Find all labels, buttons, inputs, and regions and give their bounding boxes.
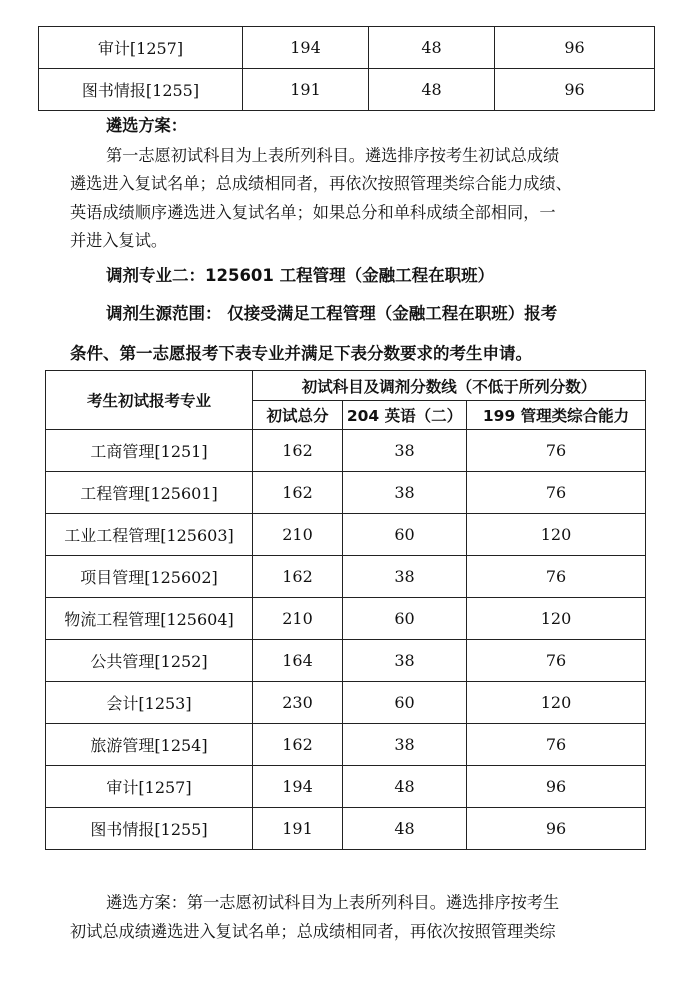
applicant-scope-line: 调剂生源范围： 仅接受满足工程管理（金融工程在职班）报考	[106, 304, 558, 323]
major-cell: 项目管理[125602]	[46, 556, 253, 598]
major-cell: 旅游管理[1254]	[46, 724, 253, 766]
adjustment-major-title: 调剂专业二：125601 工程管理（金融工程在职班）	[106, 266, 495, 285]
table-row	[46, 682, 646, 724]
english-score-cell: 38	[343, 556, 467, 598]
table-row	[39, 69, 655, 111]
table-row	[46, 724, 646, 766]
table-row	[46, 598, 646, 640]
major-cell: 审计[1257]	[46, 766, 253, 808]
paragraph-line: 第一志愿初试科目为上表所列科目。遴选排序按考生初试总成绩	[106, 146, 560, 165]
english-score-cell: 48	[369, 69, 495, 111]
total-score-cell: 194	[243, 27, 369, 69]
english-score-cell: 48	[343, 766, 467, 808]
total-score-cell: 162	[253, 472, 343, 514]
total-score-cell: 162	[253, 556, 343, 598]
management-score-cell: 96	[495, 69, 655, 111]
english-header: 204 英语（二）	[343, 401, 467, 430]
english-score-cell: 48	[343, 808, 467, 850]
major-cell: 工程管理[125601]	[46, 472, 253, 514]
management-score-cell: 76	[467, 430, 646, 472]
total-score-cell: 162	[253, 724, 343, 766]
paragraph-line: 并进入复试。	[70, 231, 168, 250]
table-row	[46, 640, 646, 682]
total-score-cell: 162	[253, 430, 343, 472]
major-cell: 图书情报[1255]	[46, 808, 253, 850]
english-score-cell: 60	[343, 682, 467, 724]
management-score-cell: 120	[467, 514, 646, 556]
english-score-cell: 60	[343, 598, 467, 640]
total-score-cell: 164	[253, 640, 343, 682]
table-row	[46, 430, 646, 472]
table-header-row	[46, 371, 646, 401]
management-score-cell: 120	[467, 598, 646, 640]
english-score-cell: 38	[343, 724, 467, 766]
table-row	[46, 808, 646, 850]
major-cell: 工业工程管理[125603]	[46, 514, 253, 556]
total-score-cell: 194	[253, 766, 343, 808]
adjustment-score-table	[45, 370, 646, 850]
major-cell: 物流工程管理[125604]	[46, 598, 253, 640]
total-score-header: 初试总分	[253, 401, 343, 430]
table-row	[46, 766, 646, 808]
paragraph-line: 遴选方案：第一志愿初试科目为上表所列科目。遴选排序按考生	[106, 893, 560, 912]
english-score-cell: 60	[343, 514, 467, 556]
management-score-cell: 76	[467, 724, 646, 766]
management-header: 199 管理类综合能力	[467, 401, 646, 430]
paragraph-line: 英语成绩顺序遴选进入复试名单；如果总分和单科成绩全部相同，一	[70, 203, 556, 222]
paragraph-line: 遴选进入复试名单；总成绩相同者，再依次按照管理类综合能力成绩、	[70, 174, 572, 193]
major-cell: 工商管理[1251]	[46, 430, 253, 472]
major-cell: 会计[1253]	[46, 682, 253, 724]
total-score-cell: 230	[253, 682, 343, 724]
table-row	[46, 556, 646, 598]
major-cell: 公共管理[1252]	[46, 640, 253, 682]
total-score-cell: 210	[253, 514, 343, 556]
management-score-cell: 96	[495, 27, 655, 69]
management-score-cell: 76	[467, 640, 646, 682]
major-cell: 图书情报[1255]	[39, 69, 243, 111]
selection-plan-heading: 遴选方案：	[106, 116, 187, 135]
applicant-scope-line: 条件、第一志愿报考下表专业并满足下表分数要求的考生申请。	[70, 344, 532, 363]
table-row	[39, 27, 655, 69]
major-column-header: 考生初试报考专业	[46, 371, 253, 430]
total-score-cell: 210	[253, 598, 343, 640]
table-row	[46, 514, 646, 556]
score-group-header: 初试科目及调剂分数线（不低于所列分数）	[253, 371, 646, 401]
table-row	[46, 472, 646, 514]
total-score-cell: 191	[243, 69, 369, 111]
english-score-cell: 48	[369, 27, 495, 69]
management-score-cell: 120	[467, 682, 646, 724]
management-score-cell: 96	[467, 766, 646, 808]
english-score-cell: 38	[343, 472, 467, 514]
english-score-cell: 38	[343, 430, 467, 472]
paragraph-line: 初试总成绩遴选进入复试名单；总成绩相同者，再依次按照管理类综	[70, 922, 556, 941]
management-score-cell: 96	[467, 808, 646, 850]
major-cell: 审计[1257]	[39, 27, 243, 69]
total-score-cell: 191	[253, 808, 343, 850]
top-score-table	[38, 26, 655, 111]
management-score-cell: 76	[467, 472, 646, 514]
english-score-cell: 38	[343, 640, 467, 682]
management-score-cell: 76	[467, 556, 646, 598]
